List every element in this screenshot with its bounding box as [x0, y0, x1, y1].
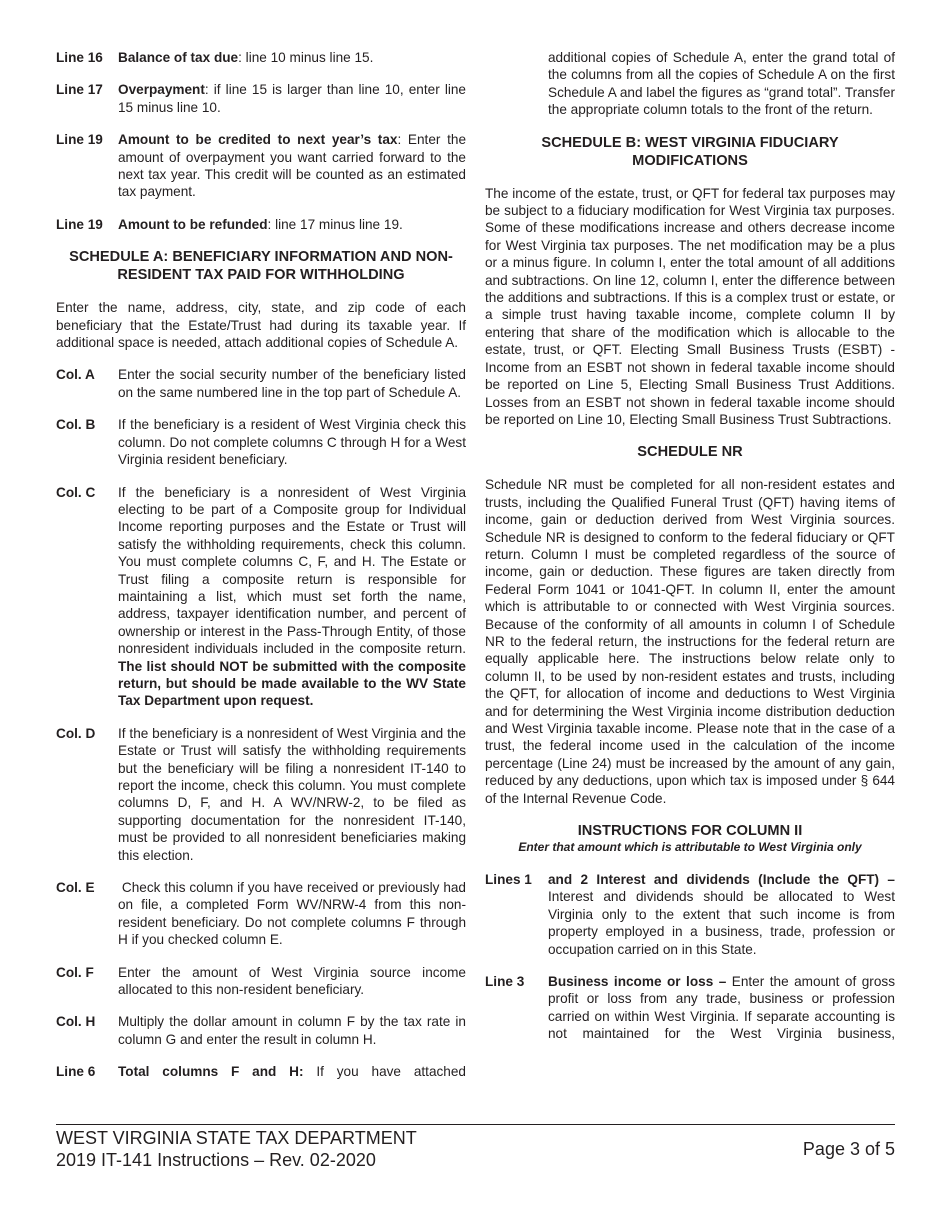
- col-text: If the beneficiary is a resident of West Virginia check this column. Do not complete columns C through H for a West Virginia resident beneficiary.: [118, 417, 466, 468]
- col-c-entry: [56, 484, 466, 710]
- left-column: [56, 49, 470, 1096]
- col-text: If the beneficiary is a nonresident of West Virginia and the Estate or Trust will satisfy the withholding requirements but the beneficiary will be filing a nonresident IT-140 to report the income, check this column. You must complete columns D, F, and H. A WV/NRW-2, to be filed as supporting documentation for the nonresident IT-140, must be provided to all nonresident beneficiaries making this election.: [118, 725, 466, 863]
- line-text: : if line 15 is larger than line 10, enter line 15 minus line 10.: [118, 82, 466, 115]
- col-text: If the beneficiary is a nonresident of West Virginia electing to be part of a Composite group for Individual Income reporting purposes and the Estate or Trust will satisfy the withholding requirements, check this column. You must complete columns C, F, and H. The Estate or Trust filing a composite return is responsible for maintaining a list, which must set forth the name, address, taxpayer identification number, and percent of ownership or interest in the Pass-Through Entity, of those nonresident individuals included in the composite return.: [118, 484, 466, 657]
- footer-agency: WEST VIRGINIA STATE TAX DEPARTMENT: [56, 1128, 417, 1148]
- line-title: Overpayment: [118, 82, 205, 98]
- line-title: Business income or loss –: [548, 974, 727, 990]
- instructions-col-ii-subtitle: Enter that amount which is attributable to West Virginia only: [518, 840, 862, 855]
- line-19-refund-entry: [56, 216, 466, 233]
- line-label: Line 17: [56, 82, 103, 98]
- schedule-a-intro: Enter the name, address, city, state, and zip code of each beneficiary that the Estate/Trust had during its taxable year. If additional space is needed, attach additional copies of Schedule A.: [56, 300, 466, 351]
- col-f-entry: [56, 964, 466, 999]
- line-title: Amount to be refunded: [118, 216, 268, 232]
- col-h-entry: [56, 1013, 466, 1048]
- col-label: Col. F: [56, 964, 94, 980]
- right-column: [485, 49, 895, 1058]
- col-text: Enter the social security number of the beneficiary listed on the same numbered line in the top part of Schedule A.: [118, 367, 466, 400]
- col-label: Col. E: [56, 880, 95, 896]
- line-label: Line 19: [56, 216, 103, 232]
- line-text: : Enter the amount of overpayment you want carried forward to the next tax year. This credit will be counted as an estimated tax payment.: [118, 132, 467, 200]
- col-label: Col. B: [56, 417, 96, 433]
- line-3-entry: [485, 973, 895, 1043]
- col-text: Enter the amount of West Virginia source income allocated to this non-resident beneficiary.: [118, 964, 466, 998]
- schedule-b-heading: SCHEDULE B: WEST VIRGINIA FIDUCIARY MODIFICATIONS: [541, 134, 839, 169]
- col-text: Multiply the dollar amount in column F by the tax rate in column G and enter the result in column H.: [118, 1014, 466, 1047]
- col-label: Col. C: [56, 484, 96, 500]
- instructions-col-ii-heading: INSTRUCTIONS FOR COLUMN II: [577, 823, 803, 840]
- line-title: Amount to be credited to next year’s tax: [118, 132, 398, 148]
- col-label: Col. A: [56, 367, 95, 383]
- line-text: : line 10 minus line 15.: [238, 50, 374, 65]
- line-16-entry: [56, 49, 466, 66]
- line-17-entry: [56, 81, 466, 116]
- footer-left: [56, 1127, 417, 1171]
- line-label: Line 16: [56, 50, 103, 65]
- line-6-continued: additional copies of Schedule A, enter the grand total of the columns from all the copies of Schedule A on the first Schedule A and label the figures as “grand total”. Transfer the appropriate column totals to the front of the return.: [548, 50, 895, 118]
- col-label: Col. D: [56, 725, 96, 741]
- col-e-entry: [56, 879, 470, 949]
- footer-divider: [56, 1124, 895, 1125]
- schedule-nr-body: Schedule NR must be completed for all non-resident estates and trusts, including the Qualified Funeral Trust (QFT) having items of income, gain or deduction derived from West Virginia sources. Schedule NR is designed to conform to the federal fiduciary or QFT return. Column I must be completed regardless of the source of income, gain or deduction. These figures are taken directly from Federal Form 1041 or 1041-QFT. In column II, enter the amount which is attributable to or connected with West Virginia sources. Because of the conformity of all amounts in column I of Schedule NR to the federal return, the instructions for the federal return are equally applicable here. The instructions below relate only to column II, to be used by non-resident estates and trusts, including the QFT, for allocation of income and deductions to West Virginia and for determining the West Virginia income distribution deduction and West Virginia taxable income. Please note that in the case of a trust, the federal income used in the calculation of the income percentage (Line 24) must be increased by the amount of any gain, reduced by any deductions, upon which tax is imposed under § 644 of the Internal Revenue Code.: [485, 477, 895, 806]
- col-c-bold-notice: The list should NOT be submitted with the composite return, but should be made available to the WV State Tax Department upon request.: [118, 658, 466, 709]
- col-label: Col. H: [56, 1014, 96, 1030]
- schedule-a-heading: SCHEDULE A: BENEFICIARY INFORMATION AND NON-RESIDENT TAX PAID FOR WITHHOLDING: [69, 249, 453, 284]
- lines-1-2-entry: [485, 871, 895, 958]
- line-6-entry: [56, 1063, 466, 1080]
- line-label: Lines 1: [485, 872, 532, 888]
- line-19-credit-entry: [56, 131, 466, 201]
- footer-form-id: 2019 IT-141 Instructions – Rev. 02-2020: [56, 1150, 376, 1170]
- col-text: Check this column if you have received or previously had on file, a completed Form WV/NRW-4 from this non-resident beneficiary. Do not complete columns F through H if you checked column E.: [118, 880, 470, 948]
- schedule-nr-heading: SCHEDULE NR: [637, 444, 743, 461]
- line-text: Enter the amount of gross profit or loss from any trade, business or profession carried on within West Virginia. If separate accounting is not maintained for the West Virginia business,: [548, 974, 895, 1042]
- col-b-entry: [56, 416, 466, 468]
- line-label: Line 6: [56, 1064, 96, 1080]
- col-a-entry: [56, 366, 466, 401]
- line-text: If you have attached: [303, 1064, 466, 1080]
- schedule-b-body: The income of the estate, trust, or QFT for federal tax purposes may be subject to a fiduciary modification for West Virginia tax purposes. Some of these modifications increase and others decrease income for West Virginia tax purposes. The net modification may be a plus or a minus figure. In column I, enter the total amount of all additions and subtractions. On line 12, column I, enter the difference between the additions and subtractions. If this is a complex trust or estate, or a simple trust having taxable income, complete column II by entering that share of the modification which is allocable to the estate, trust, or QFT. Electing Small Business Trusts (ESBT) - Income from an ESBT not shown in federal taxable income should be reported on Line 5, Electing Small Business Trust Additions. Losses from an ESBT not shown in federal taxable income should be reported on Line 10, Electing Small Business Trust Subtractions.: [485, 185, 896, 427]
- line-text: : line 17 minus line 19.: [267, 216, 403, 232]
- line-label: Line 3: [485, 974, 525, 990]
- line-text: Interest and dividends should be allocated to West Virginia only to the extent that such income is from property employed in a business, trade, profession or occupation carried on in this State.: [548, 889, 895, 957]
- page-number: Page 3 of 5: [802, 1139, 895, 1159]
- line-label: Line 19: [56, 132, 103, 148]
- line-title: Total columns F and H:: [118, 1064, 304, 1080]
- line-title: and 2 Interest and dividends (Include the QFT) –: [548, 872, 895, 888]
- line-title: Balance of tax due: [118, 50, 239, 65]
- col-d-entry: [56, 725, 466, 864]
